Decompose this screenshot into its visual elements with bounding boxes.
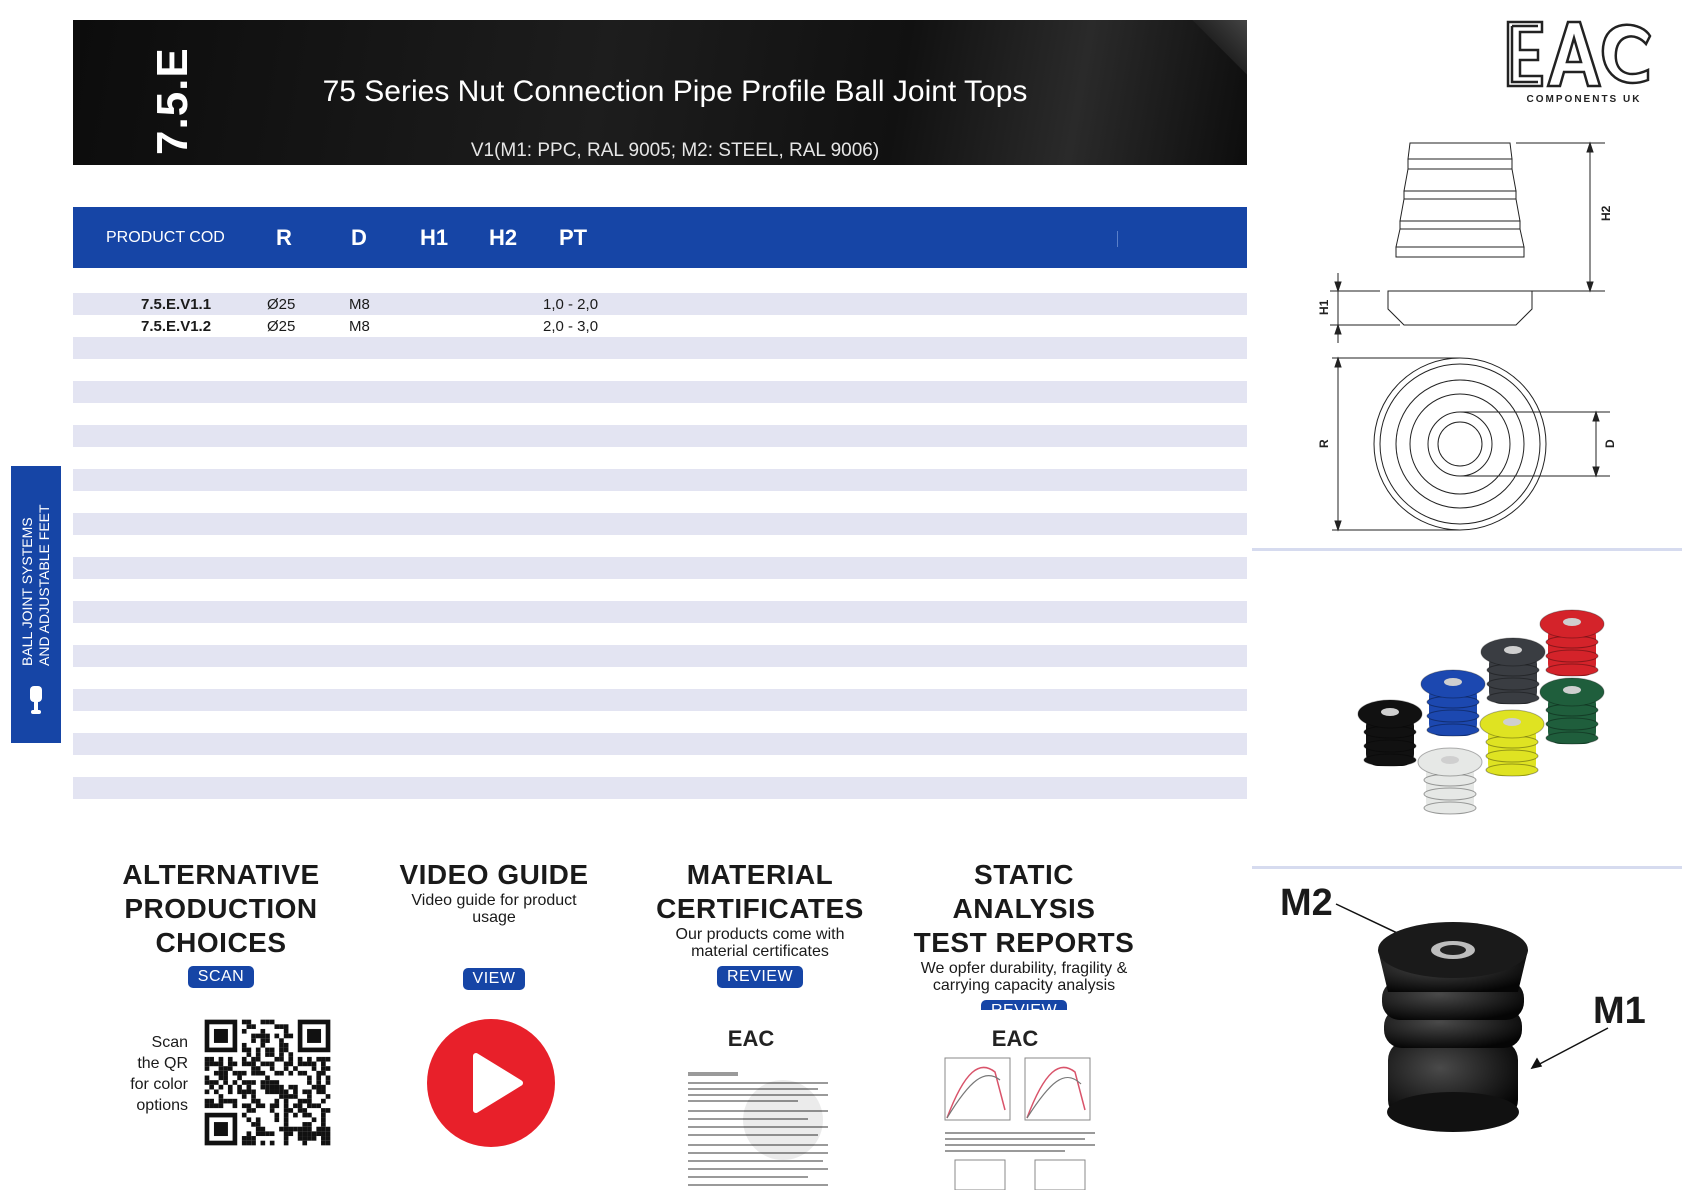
category-side-tab bbox=[11, 466, 61, 743]
table-row-empty bbox=[73, 623, 1247, 645]
label-m2: M2 bbox=[1280, 882, 1333, 924]
page-subtitle: V1(M1: PPC, RAL 9005; M2: STEEL, RAL 9006) bbox=[470, 140, 880, 161]
table-row bbox=[73, 293, 1247, 315]
cell-d: M8 bbox=[349, 318, 370, 335]
scan-text-line: the QR bbox=[137, 1055, 188, 1072]
card-title bbox=[904, 858, 1144, 960]
card-title-line: TEST REPORTS bbox=[913, 927, 1135, 958]
scan-text-line: options bbox=[136, 1097, 188, 1114]
table-row-empty bbox=[73, 711, 1247, 733]
card-description: We opfer durability, fragility & carrying capacity analysis bbox=[920, 960, 1128, 994]
scan-text-line: Scan bbox=[151, 1034, 188, 1051]
review-certificates-button[interactable]: REVIEW bbox=[717, 966, 803, 988]
table-row-empty bbox=[73, 579, 1247, 601]
table-row-empty bbox=[73, 601, 1247, 623]
card-title-line: ALTERNATIVE bbox=[122, 859, 320, 890]
dimension-label-h1: H1 bbox=[1317, 299, 1331, 315]
card-video-guide bbox=[374, 858, 614, 990]
card-title bbox=[640, 858, 880, 926]
table-row-empty bbox=[73, 667, 1247, 689]
card-title-line: CHOICES bbox=[155, 927, 287, 958]
dimension-label-d: D bbox=[1603, 439, 1617, 448]
cap-white bbox=[1418, 748, 1482, 814]
category-label bbox=[19, 476, 53, 666]
table-row-empty bbox=[73, 645, 1247, 667]
table-header bbox=[73, 207, 1247, 268]
cap-green bbox=[1540, 678, 1604, 744]
cell-r: Ø25 bbox=[267, 318, 296, 335]
scan-text-line: for color bbox=[130, 1076, 188, 1093]
scan-button[interactable]: SCAN bbox=[188, 966, 254, 988]
cell-pt: 2,0 - 3,0 bbox=[543, 318, 599, 335]
foot-icon bbox=[29, 684, 43, 716]
table-row-empty bbox=[73, 557, 1247, 579]
technical-drawing bbox=[1317, 135, 1640, 535]
table-row-empty bbox=[73, 403, 1247, 425]
cell-r: Ø25 bbox=[267, 296, 296, 313]
table-row-empty bbox=[73, 513, 1247, 535]
card-title-line: CERTIFICATES bbox=[656, 893, 864, 924]
dimension-label-r: R bbox=[1317, 439, 1331, 448]
table-row-empty bbox=[73, 689, 1247, 711]
logo-tagline: COMPONENTS UK bbox=[1526, 94, 1642, 105]
card-title-line: STATIC ANALYSIS bbox=[952, 859, 1096, 924]
section-separator bbox=[1252, 548, 1682, 551]
table-row-empty bbox=[73, 777, 1247, 799]
section-separator bbox=[1252, 866, 1682, 869]
table-row-empty bbox=[73, 755, 1247, 777]
card-alternative-production bbox=[101, 858, 341, 988]
view-button[interactable]: VIEW bbox=[463, 968, 526, 990]
category-label-line2: AND ADJUSTABLE FEET bbox=[36, 504, 52, 666]
card-title-line: MATERIAL bbox=[686, 859, 834, 890]
table-row-empty bbox=[73, 469, 1247, 491]
cell-pt: 1,0 - 2,0 bbox=[543, 296, 599, 313]
cap-yellow bbox=[1480, 710, 1544, 776]
cell-product-code: 7.5.E.V1.2 bbox=[141, 318, 212, 335]
table-row-empty bbox=[73, 381, 1247, 403]
color-variants-photo bbox=[1330, 590, 1610, 830]
card-title bbox=[101, 858, 341, 960]
column-header-h2: H2 bbox=[489, 225, 518, 250]
cap-dark-grey bbox=[1481, 638, 1545, 704]
table-row bbox=[73, 315, 1247, 337]
banner-shine bbox=[1187, 20, 1247, 80]
card-title: VIDEO GUIDE bbox=[399, 859, 589, 890]
eac-logo bbox=[1500, 14, 1660, 109]
cell-d: M8 bbox=[349, 296, 370, 313]
doc-logo: EAC bbox=[727, 1026, 775, 1051]
column-header-h1: H1 bbox=[420, 225, 449, 250]
doc-logo: EAC bbox=[991, 1026, 1039, 1051]
table-row-empty bbox=[73, 535, 1247, 557]
section-code: 7.5.E bbox=[148, 47, 197, 155]
card-description: Video guide for product usage bbox=[411, 892, 577, 926]
card-description: Our products come with material certificates bbox=[675, 926, 845, 960]
test-report-document-thumbnail[interactable] bbox=[925, 1010, 1115, 1190]
cap-red bbox=[1540, 610, 1604, 676]
table-row-empty bbox=[73, 425, 1247, 447]
cell-product-code: 7.5.E.V1.1 bbox=[141, 296, 212, 313]
header-banner bbox=[73, 20, 1247, 165]
table-row-empty bbox=[73, 799, 1247, 821]
table-row-empty bbox=[73, 447, 1247, 469]
certificate-document-thumbnail[interactable] bbox=[663, 1010, 853, 1190]
column-header-product-code: PRODUCT COD bbox=[106, 229, 225, 246]
play-video-icon[interactable] bbox=[426, 1018, 556, 1148]
column-header-pt: PT bbox=[559, 225, 588, 250]
qr-code[interactable] bbox=[200, 1015, 335, 1150]
table-row-empty bbox=[73, 733, 1247, 755]
table-row-empty bbox=[73, 359, 1247, 381]
category-label-line1: BALL JOINT SYSTEMS bbox=[19, 517, 35, 666]
table-body bbox=[73, 293, 1247, 821]
dimension-label-h2: H2 bbox=[1599, 205, 1613, 221]
table-row-empty bbox=[73, 337, 1247, 359]
label-m1: M1 bbox=[1593, 990, 1646, 1032]
scan-instructions bbox=[120, 1032, 188, 1116]
column-header-r: R bbox=[276, 225, 292, 250]
cap-blue bbox=[1421, 670, 1485, 736]
page-title: 75 Series Nut Connection Pipe Profile Ball Joint Tops bbox=[322, 75, 1028, 108]
column-header-d: D bbox=[351, 225, 367, 250]
card-material-certificates bbox=[640, 858, 880, 988]
cap-black bbox=[1358, 700, 1422, 766]
card-static-analysis bbox=[904, 858, 1144, 1022]
header-divider bbox=[1117, 231, 1118, 247]
table-row-empty bbox=[73, 491, 1247, 513]
card-title-line: PRODUCTION bbox=[124, 893, 318, 924]
